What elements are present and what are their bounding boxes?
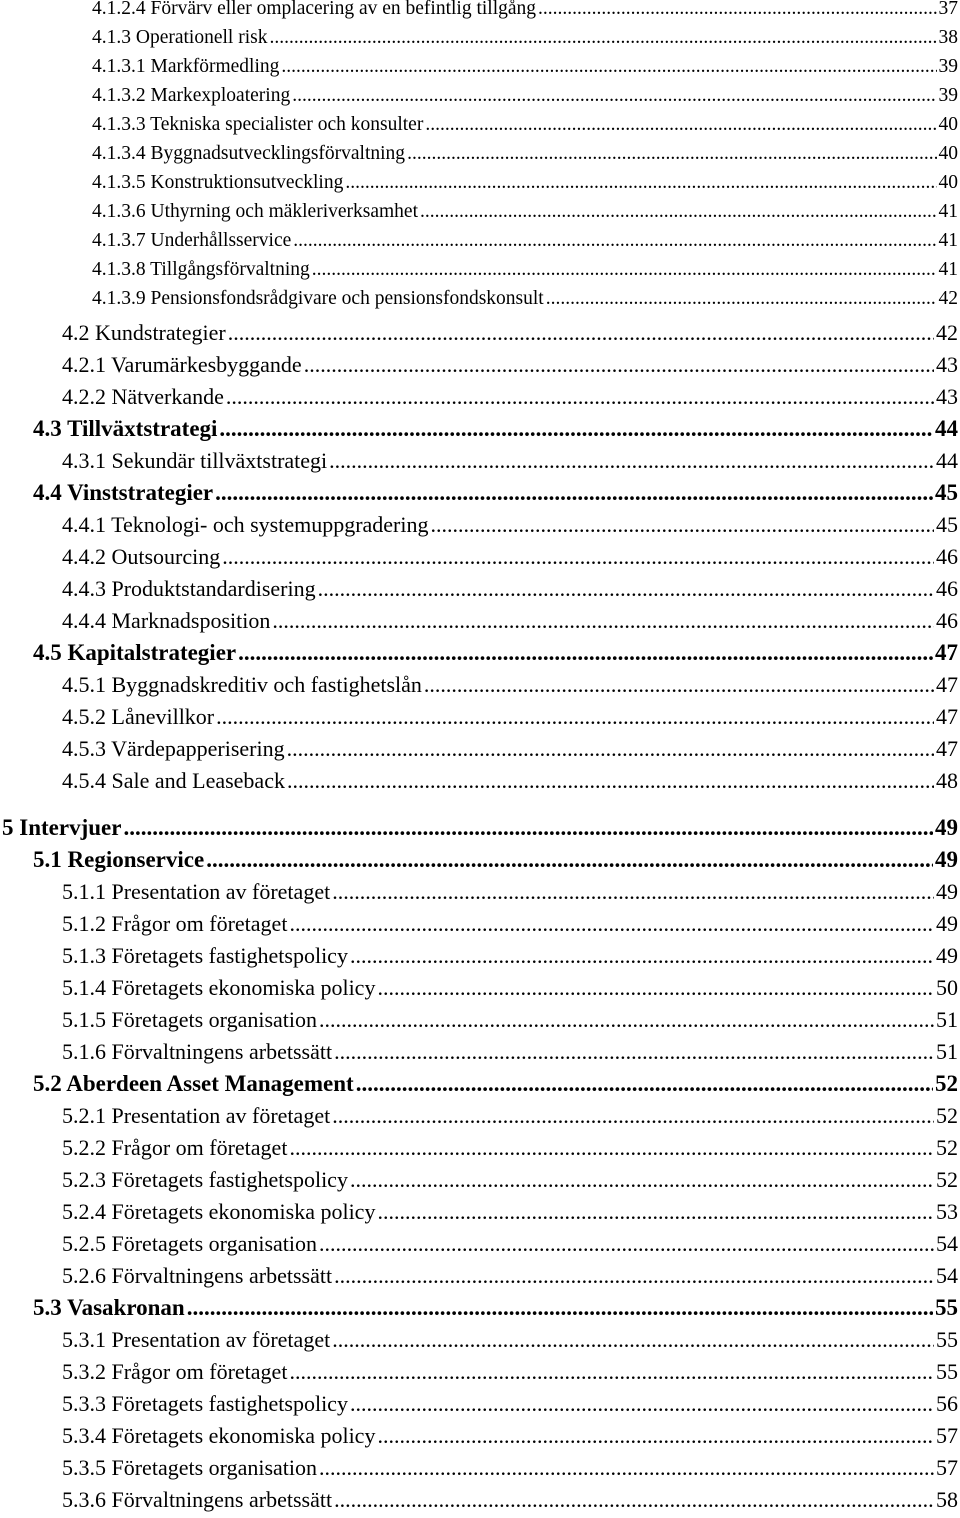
dot-leader bbox=[332, 1327, 934, 1353]
toc-entry[interactable] bbox=[62, 704, 958, 734]
toc-entry[interactable] bbox=[62, 1007, 958, 1037]
toc-entry-page-number: 40 bbox=[938, 172, 958, 193]
dot-leader bbox=[407, 143, 936, 165]
dot-leader bbox=[420, 201, 936, 223]
dot-leader bbox=[312, 259, 937, 281]
dot-leader bbox=[269, 27, 936, 49]
dot-leader bbox=[377, 1423, 934, 1449]
dot-leader bbox=[318, 576, 934, 602]
dot-leader bbox=[238, 640, 933, 666]
toc-entry-page-number: 55 bbox=[936, 1327, 958, 1352]
toc-entry-label: 5.2.4 Företagets ekonomiska policy bbox=[62, 1199, 376, 1224]
toc-entry-label: 4.4.1 Teknologi- och systemuppgradering bbox=[62, 512, 429, 537]
toc-entry-page-number: 45 bbox=[935, 480, 958, 505]
toc-entry-label: 4.1.3 Operationell risk bbox=[92, 27, 268, 48]
dot-leader bbox=[334, 1263, 934, 1289]
toc-entry-page-number: 44 bbox=[936, 448, 958, 473]
toc-entry[interactable] bbox=[62, 1231, 958, 1261]
toc-entry-label: 4.1.3.4 Byggnadsutvecklingsförvaltning bbox=[92, 143, 406, 164]
toc-entry-label: 4.3.1 Sekundär tillväxtstrategi bbox=[62, 448, 328, 473]
toc-entry-page-number: 42 bbox=[936, 320, 958, 345]
dot-leader bbox=[219, 416, 933, 442]
toc-entry-page-number: 55 bbox=[936, 1359, 958, 1384]
toc-entry-page-number: 39 bbox=[938, 85, 958, 106]
toc-entry-page-number: 56 bbox=[936, 1391, 958, 1416]
dot-leader bbox=[334, 1487, 934, 1513]
dot-leader bbox=[215, 480, 933, 506]
dot-leader bbox=[272, 608, 934, 634]
toc-entry-label: 5.2 Aberdeen Asset Management bbox=[33, 1071, 354, 1096]
toc-entry-label: 4.5 Kapitalstrategier bbox=[33, 640, 237, 665]
dot-leader bbox=[350, 1167, 934, 1193]
toc-entry-label: 5.3.6 Förvaltningens arbetssätt bbox=[62, 1487, 333, 1512]
toc-entry[interactable] bbox=[62, 1391, 958, 1421]
toc-entry[interactable] bbox=[62, 576, 958, 606]
toc-entry-page-number: 48 bbox=[936, 768, 958, 793]
toc-entry-label: 4.2.2 Nätverkande bbox=[62, 384, 224, 409]
toc-entry[interactable] bbox=[92, 56, 958, 86]
dot-leader bbox=[319, 1231, 934, 1257]
dot-leader bbox=[293, 230, 936, 252]
dot-leader bbox=[431, 512, 935, 538]
toc-entry[interactable] bbox=[62, 1103, 958, 1133]
toc-entry[interactable] bbox=[33, 480, 958, 510]
toc-entry-page-number: 46 bbox=[936, 544, 958, 569]
toc-entry-label: 5.3.3 Företagets fastighetspolicy bbox=[62, 1391, 348, 1416]
toc-entry[interactable] bbox=[92, 85, 958, 115]
toc-entry[interactable] bbox=[62, 512, 958, 542]
toc-entry[interactable] bbox=[62, 1359, 958, 1389]
toc-entry[interactable] bbox=[62, 608, 958, 638]
toc-entry[interactable] bbox=[62, 384, 958, 414]
toc-entry[interactable] bbox=[62, 544, 958, 574]
toc-entry-page-number: 55 bbox=[935, 1295, 958, 1320]
toc-entry-label: 4.1.3.6 Uthyrning och mäkleriverksamhet bbox=[92, 201, 419, 222]
dot-leader bbox=[377, 975, 934, 1001]
toc-entry-page-number: 47 bbox=[936, 704, 958, 729]
toc-entry-label: 4.1.3.5 Konstruktionsutveckling bbox=[92, 172, 344, 193]
toc-entry[interactable] bbox=[62, 1135, 958, 1165]
toc-entry-page-number: 47 bbox=[936, 672, 958, 697]
toc-entry-label: 4.1.3.2 Markexploatering bbox=[92, 85, 291, 106]
toc-entry[interactable] bbox=[33, 847, 958, 877]
toc-entry-label: 4.1.3.3 Tekniska specialister och konsulter bbox=[92, 114, 424, 135]
dot-leader bbox=[546, 288, 937, 310]
toc-entry[interactable] bbox=[62, 1487, 958, 1517]
dot-leader bbox=[123, 815, 933, 841]
dot-leader bbox=[216, 704, 934, 730]
toc-entry[interactable] bbox=[62, 1039, 958, 1069]
toc-entry[interactable] bbox=[62, 448, 958, 478]
toc-entry-label: 4.5.3 Värdepapperisering bbox=[62, 736, 285, 761]
toc-entry-label: 4.5.2 Lånevillkor bbox=[62, 704, 215, 729]
dot-leader bbox=[332, 1103, 934, 1129]
toc-entry[interactable] bbox=[62, 352, 958, 382]
toc-entry-label: 5.3 Vasakronan bbox=[33, 1295, 185, 1320]
dot-leader bbox=[538, 0, 936, 20]
toc-entry[interactable] bbox=[33, 416, 958, 446]
toc-entry-label: 4.4.3 Produktstandardisering bbox=[62, 576, 316, 601]
toc-entry-page-number: 58 bbox=[936, 1487, 958, 1512]
toc-entry[interactable] bbox=[92, 201, 958, 231]
toc-entry-label: 5.1.6 Förvaltningens arbetssätt bbox=[62, 1039, 333, 1064]
dot-leader bbox=[289, 1135, 934, 1161]
toc-entry-label: 4.5.4 Sale and Leaseback bbox=[62, 768, 285, 793]
toc-entry-label: 4.5.1 Byggnadskreditiv och fastighetslån bbox=[62, 672, 422, 697]
toc-entry[interactable] bbox=[33, 1071, 958, 1101]
dot-leader bbox=[287, 736, 934, 762]
toc-entry[interactable] bbox=[2, 815, 958, 845]
toc-entry-page-number: 41 bbox=[938, 230, 958, 251]
toc-entry-label: 4.1.3.9 Pensionsfondsrådgivare och pensionsfondskonsult bbox=[92, 288, 544, 309]
dot-leader bbox=[289, 911, 934, 937]
toc-entry-page-number: 54 bbox=[936, 1263, 958, 1288]
toc-entry-page-number: 49 bbox=[936, 879, 958, 904]
toc-entry-label: 4.1.3.1 Markförmedling bbox=[92, 56, 280, 77]
toc-entry-page-number: 52 bbox=[936, 1103, 958, 1128]
toc-entry-page-number: 49 bbox=[935, 815, 958, 840]
toc-entry-label: 4.4.4 Marknadsposition bbox=[62, 608, 271, 633]
dot-leader bbox=[424, 672, 934, 698]
toc-entry[interactable] bbox=[62, 768, 958, 798]
toc-entry[interactable] bbox=[62, 672, 958, 702]
toc-entry[interactable] bbox=[62, 911, 958, 941]
toc-entry-page-number: 47 bbox=[936, 736, 958, 761]
toc-entry-label: 5.2.6 Förvaltningens arbetssätt bbox=[62, 1263, 333, 1288]
toc-entry-label: 5.2.2 Frågor om företaget bbox=[62, 1135, 288, 1160]
toc-entry-page-number: 54 bbox=[936, 1231, 958, 1256]
toc-entry[interactable] bbox=[62, 1199, 958, 1229]
toc-entry[interactable] bbox=[92, 143, 958, 173]
toc-entry[interactable] bbox=[62, 1455, 958, 1485]
dot-leader bbox=[329, 448, 934, 474]
dot-leader bbox=[319, 1455, 934, 1481]
toc-entry[interactable] bbox=[62, 1167, 958, 1197]
toc-entry-page-number: 51 bbox=[936, 1039, 958, 1064]
toc-entry-label: 4.2 Kundstrategier bbox=[62, 320, 226, 345]
toc-entry[interactable] bbox=[33, 1295, 958, 1325]
toc-entry-page-number: 50 bbox=[936, 975, 958, 1000]
toc-entry[interactable] bbox=[92, 114, 958, 144]
toc-entry[interactable] bbox=[92, 288, 958, 318]
toc-entry-page-number: 39 bbox=[938, 56, 958, 77]
toc-entry[interactable] bbox=[62, 1263, 958, 1293]
dot-leader bbox=[226, 384, 934, 410]
dot-leader bbox=[281, 56, 936, 78]
toc-entry-label: 4.3 Tillväxtstrategi bbox=[33, 416, 218, 441]
toc-entry-page-number: 52 bbox=[936, 1167, 958, 1192]
toc-entry-page-number: 46 bbox=[936, 608, 958, 633]
dot-leader bbox=[356, 1071, 933, 1097]
toc-entry[interactable] bbox=[92, 230, 958, 260]
toc-entry-page-number: 40 bbox=[938, 143, 958, 164]
dot-leader bbox=[289, 1359, 934, 1385]
toc-entry[interactable] bbox=[62, 736, 958, 766]
toc-entry-page-number: 52 bbox=[936, 1135, 958, 1160]
dot-leader bbox=[287, 768, 934, 794]
toc-entry-label: 5.2.3 Företagets fastighetspolicy bbox=[62, 1167, 348, 1192]
toc-entry-label: 5.3.2 Frågor om företaget bbox=[62, 1359, 288, 1384]
toc-entry[interactable] bbox=[92, 259, 958, 289]
toc-entry-label: 4.1.2.4 Förvärv eller omplacering av en befintlig tillgång bbox=[92, 0, 537, 19]
toc-entry-page-number: 57 bbox=[936, 1423, 958, 1448]
toc-entry[interactable] bbox=[62, 1423, 958, 1453]
toc-entry-page-number: 40 bbox=[938, 114, 958, 135]
dot-leader bbox=[292, 85, 936, 107]
toc-entry[interactable] bbox=[92, 172, 958, 202]
toc-entry[interactable] bbox=[62, 943, 958, 973]
toc-entry[interactable] bbox=[62, 1327, 958, 1357]
toc-entry-page-number: 46 bbox=[936, 576, 958, 601]
toc-entry[interactable] bbox=[33, 640, 958, 670]
toc-entry-page-number: 49 bbox=[935, 847, 958, 872]
dot-leader bbox=[350, 1391, 934, 1417]
toc-entry-page-number: 43 bbox=[936, 352, 958, 377]
toc-entry-label: 5.1 Regionservice bbox=[33, 847, 205, 872]
toc-entry[interactable] bbox=[92, 27, 958, 57]
toc-entry-label: 5 Intervjuer bbox=[2, 815, 122, 840]
toc-entry-label: 5.1.4 Företagets ekonomiska policy bbox=[62, 975, 376, 1000]
dot-leader bbox=[332, 879, 934, 905]
toc-entry[interactable] bbox=[92, 0, 958, 28]
dot-leader bbox=[304, 352, 934, 378]
toc-entry-label: 5.1.1 Presentation av företaget bbox=[62, 879, 331, 904]
toc-entry-label: 5.1.2 Frågor om företaget bbox=[62, 911, 288, 936]
toc-entry-label: 4.1.3.8 Tillgångsförvaltning bbox=[92, 259, 310, 280]
toc-entry-page-number: 37 bbox=[938, 0, 958, 19]
dot-leader bbox=[377, 1199, 934, 1225]
toc-entry[interactable] bbox=[62, 975, 958, 1005]
toc-entry-page-number: 57 bbox=[936, 1455, 958, 1480]
toc-entry-page-number: 49 bbox=[936, 943, 958, 968]
dot-leader bbox=[425, 114, 936, 136]
toc-entry-label: 5.3.4 Företagets ekonomiska policy bbox=[62, 1423, 376, 1448]
toc-entry-page-number: 44 bbox=[935, 416, 958, 441]
dot-leader bbox=[350, 943, 934, 969]
dot-leader bbox=[206, 847, 933, 873]
toc-entry-label: 4.4 Vinststrategier bbox=[33, 480, 214, 505]
toc-entry-page-number: 53 bbox=[936, 1199, 958, 1224]
toc-entry-label: 5.2.5 Företagets organisation bbox=[62, 1231, 317, 1256]
toc-entry-page-number: 41 bbox=[938, 259, 958, 280]
toc-entry[interactable] bbox=[62, 879, 958, 909]
toc-entry-label: 5.1.3 Företagets fastighetspolicy bbox=[62, 943, 348, 968]
toc-entry[interactable] bbox=[62, 320, 958, 350]
toc-entry-page-number: 47 bbox=[935, 640, 958, 665]
toc-entry-label: 4.1.3.7 Underhållsservice bbox=[92, 230, 292, 251]
toc-entry-page-number: 41 bbox=[938, 201, 958, 222]
dot-leader bbox=[187, 1295, 933, 1321]
dot-leader bbox=[319, 1007, 934, 1033]
dot-leader bbox=[228, 320, 934, 346]
toc-entry-label: 5.1.5 Företagets organisation bbox=[62, 1007, 317, 1032]
toc-entry-page-number: 49 bbox=[936, 911, 958, 936]
dot-leader bbox=[334, 1039, 934, 1065]
toc-entry-page-number: 52 bbox=[935, 1071, 958, 1096]
toc-entry-label: 5.3.5 Företagets organisation bbox=[62, 1455, 317, 1480]
dot-leader bbox=[222, 544, 934, 570]
toc-entry-page-number: 42 bbox=[938, 288, 958, 309]
toc-entry-page-number: 45 bbox=[936, 512, 958, 537]
toc-entry-label: 5.2.1 Presentation av företaget bbox=[62, 1103, 331, 1128]
dot-leader bbox=[345, 172, 936, 194]
toc-entry-label: 4.2.1 Varumärkesbyggande bbox=[62, 352, 302, 377]
toc-entry-page-number: 43 bbox=[936, 384, 958, 409]
toc-entry-page-number: 38 bbox=[938, 27, 958, 48]
toc-entry-label: 5.3.1 Presentation av företaget bbox=[62, 1327, 331, 1352]
toc-entry-label: 4.4.2 Outsourcing bbox=[62, 544, 221, 569]
toc-entry-page-number: 51 bbox=[936, 1007, 958, 1032]
